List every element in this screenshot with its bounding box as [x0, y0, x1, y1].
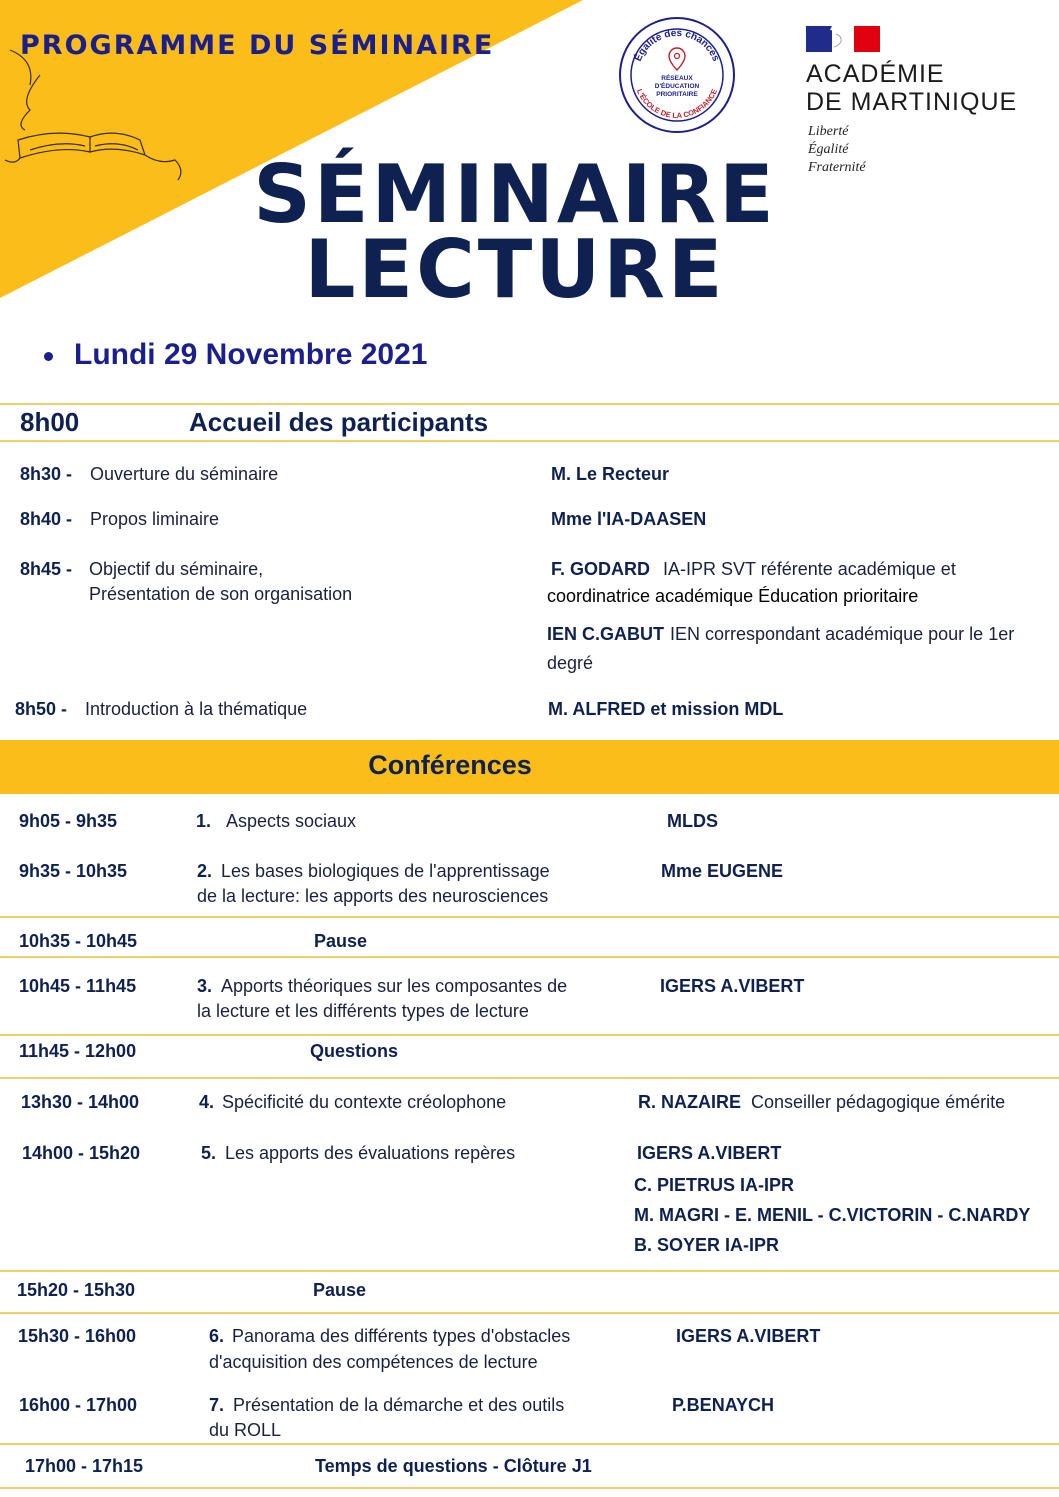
divider: [0, 1312, 1059, 1314]
speaker-role: Conseiller pédagogique émérite: [751, 1092, 1006, 1112]
seminar-date: Lundi 29 Novembre 2021: [74, 338, 428, 371]
marianne-flag-logo: [806, 26, 880, 52]
session-time: 15h20 - 15h30: [17, 1280, 136, 1300]
session-time: 9h35 - 10h35: [19, 861, 128, 881]
session-speaker: IGERS A.VIBERT: [676, 1326, 821, 1346]
session-speaker: MLDS: [667, 811, 718, 831]
seminar-title-line2: LECTURE: [304, 223, 726, 316]
opening-speaker: M. Le Recteur: [551, 464, 670, 484]
opening-label-line2: Présentation de son organisation: [89, 584, 353, 604]
speaker-name: IEN C.GABUT: [547, 624, 664, 644]
session-title-line2: de la lecture: les apports des neurosciences: [197, 886, 549, 906]
session-number: 5.: [201, 1143, 217, 1163]
divider: [0, 1443, 1059, 1445]
speaker-role: coordinatrice académique Éducation prioritaire: [547, 586, 919, 606]
break-label: Pause: [313, 1280, 367, 1300]
opening-speaker: Mme l'IA-DAASEN: [551, 509, 707, 529]
seminar-title-line1: SÉMINAIRE: [253, 148, 777, 241]
session-time: 15h30 - 16h00: [18, 1326, 137, 1346]
seal-mid-2: D'ÉDUCATION: [654, 83, 700, 90]
break-label: Questions: [310, 1041, 399, 1061]
seal-mid-3: PRIORITAIRE: [656, 91, 698, 98]
opening-label-line1: Objectif du séminaire,: [89, 559, 264, 579]
academy-name-line2: DE MARTINIQUE: [806, 88, 1018, 116]
welcome-label: Accueil des participants: [189, 407, 489, 437]
speaker-role: IEN correspondant académique pour le 1er: [670, 624, 1015, 644]
session-speaker: C. PIETRUS IA-IPR: [634, 1175, 795, 1195]
opening-time: 8h40 -: [20, 509, 73, 529]
opening-label: Introduction à la thématique: [85, 699, 308, 719]
opening-time: 8h30 -: [20, 464, 73, 484]
divider: [0, 956, 1059, 958]
session-time: 11h45 - 12h00: [19, 1041, 137, 1061]
session-speaker: IGERS A.VIBERT: [637, 1143, 782, 1163]
section-title: Conférences: [368, 750, 532, 780]
session-number: 4.: [199, 1092, 215, 1112]
session-title: Présentation de la démarche et des outils: [233, 1395, 565, 1415]
session-time: 16h00 - 17h00: [19, 1395, 138, 1415]
session-title-line2: d'acquisition des compétences de lecture: [209, 1352, 538, 1372]
divider: [0, 916, 1059, 918]
education-prioritaire-seal: [618, 16, 736, 134]
session-number: 3.: [197, 976, 213, 996]
session-number: 6.: [209, 1326, 225, 1346]
divider: [0, 403, 1059, 405]
break-label: Pause: [314, 931, 368, 951]
divider: [0, 1077, 1059, 1079]
motto-egalite: Égalité: [808, 142, 849, 157]
session-speaker: M. MAGRI - E. MENIL - C.VICTORIN - C.NARDY: [634, 1205, 1031, 1225]
session-time: 9h05 - 9h35: [19, 811, 118, 831]
program-title: PROGRAMME DU SÉMINAIRE: [20, 30, 495, 61]
session-title: Apports théoriques sur les composantes de: [221, 976, 568, 996]
closing-label: Temps de questions - Clôture J1: [315, 1456, 592, 1476]
seal-top-text: Égalité des chances: [632, 27, 722, 64]
session-time: 17h00 - 17h15: [25, 1456, 144, 1476]
session-title: Aspects sociaux: [226, 811, 357, 831]
session-title-line2: la lecture et les différents types de lecture: [197, 1001, 529, 1021]
welcome-time: 8h00: [20, 407, 80, 437]
session-title: Les apports des évaluations repères: [225, 1143, 516, 1163]
session-number: 1.: [196, 811, 212, 831]
session-title: Spécificité du contexte créolophone: [222, 1092, 507, 1112]
divider: [0, 440, 1059, 442]
opening-speaker: M. ALFRED et mission MDL: [548, 699, 784, 719]
divider: [0, 1034, 1059, 1036]
speaker-role: degré: [547, 653, 594, 673]
session-speaker: P.BENAYCH: [672, 1395, 775, 1415]
opening-time: 8h50 -: [15, 699, 68, 719]
opening-label: Ouverture du séminaire: [90, 464, 279, 484]
opening-label: Propos liminaire: [90, 509, 220, 529]
motto-liberte: Liberté: [808, 124, 849, 139]
date-bullet-icon: [44, 352, 53, 361]
speaker-name: R. NAZAIRE: [638, 1092, 741, 1112]
session-number: 2.: [197, 861, 213, 881]
speaker-role: IA-IPR SVT référente académique et: [663, 559, 956, 579]
session-title-line2: du ROLL: [209, 1420, 282, 1440]
session-speaker: Mme EUGENE: [661, 861, 784, 881]
academy-name-line1: ACADÉMIE: [806, 60, 945, 88]
session-speaker: B. SOYER IA-IPR: [634, 1235, 780, 1255]
seal-bottom-text: L'ÉCOLE DE LA CONFIANCE: [634, 87, 720, 121]
session-time: 14h00 - 15h20: [22, 1143, 141, 1163]
session-speaker: IGERS A.VIBERT: [660, 976, 805, 996]
motto-fraternite: Fraternité: [808, 160, 866, 175]
session-number: 7.: [209, 1395, 225, 1415]
session-title: Panorama des différents types d'obstacles: [232, 1326, 571, 1346]
session-time: 13h30 - 14h00: [21, 1092, 140, 1112]
opening-time: 8h45 -: [20, 559, 73, 579]
seal-mid-1: RÉSEAUX: [661, 75, 693, 82]
divider: [0, 1487, 1059, 1489]
divider: [0, 1270, 1059, 1272]
session-time: 10h45 - 11h45: [19, 976, 137, 996]
session-time: 10h35 - 10h45: [19, 931, 138, 951]
speaker-name: F. GODARD: [551, 559, 650, 579]
session-title: Les bases biologiques de l'apprentissage: [221, 861, 550, 881]
